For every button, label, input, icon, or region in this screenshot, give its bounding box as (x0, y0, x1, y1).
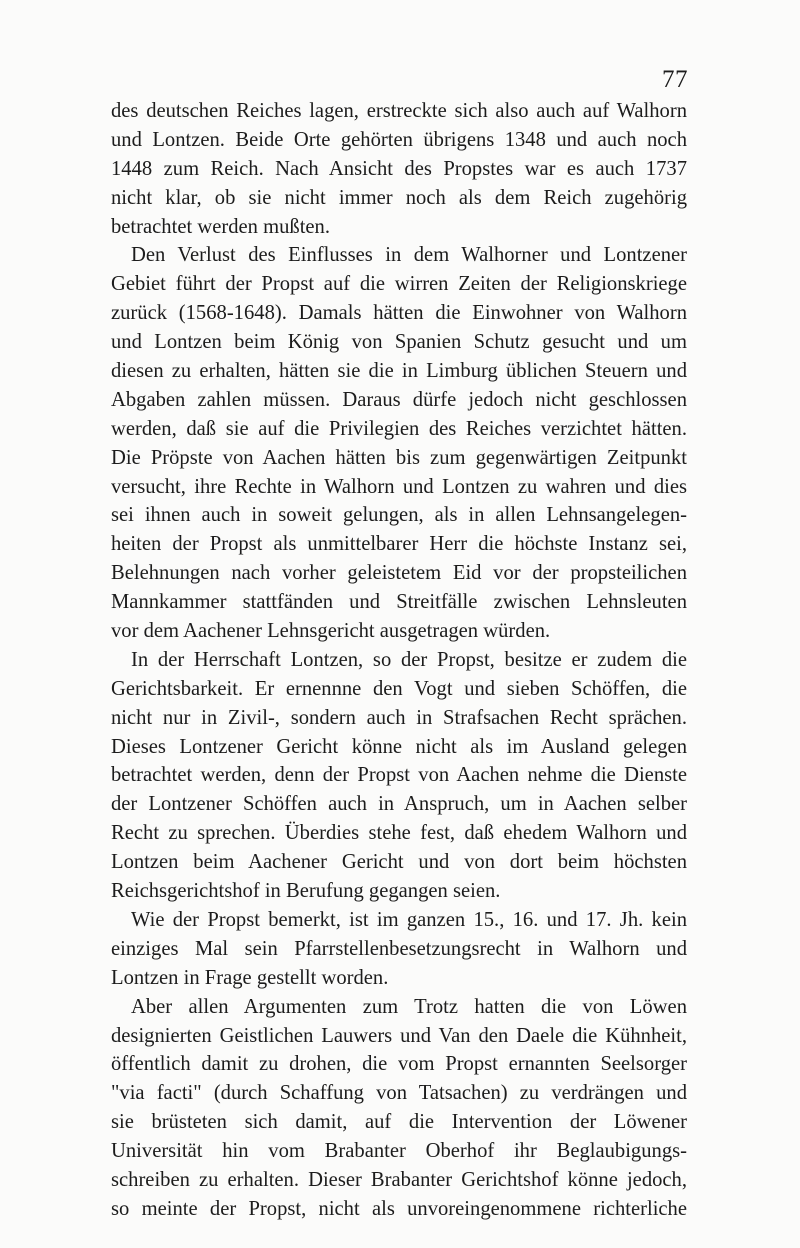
text-line: vor dem Aachener Lehnsgericht ausgetragen würden. (111, 620, 551, 643)
text-line: "via facti" (durch Schaffung von Tatsachen) zu verdrängen und (111, 1082, 687, 1105)
text-line: Recht zu sprechen. Überdies stehe fest, daß ehedem Walhorn und (111, 822, 687, 845)
text-line: öffentlich damit zu drohen, die vom Propst ernannten Seelsorger (111, 1053, 687, 1076)
paragraph (111, 241, 687, 645)
text-line: betrachtet werden mußten. (111, 215, 330, 238)
paragraph (111, 646, 687, 906)
text-line: Wie der Propst bemerkt, ist im ganzen 15., 16. und 17. Jh. kein (131, 908, 687, 931)
text-line: Die Pröpste von Aachen hätten bis zum gegenwärtigen Zeitpunkt (111, 446, 687, 469)
text-line: zurück (1568-1648). Damals hätten die Einwohner von Walhorn (111, 302, 687, 325)
paragraph (111, 906, 687, 993)
text-line: Gerichtsbarkeit. Er ernennne den Vogt und sieben Schöffen, die (111, 677, 687, 700)
text-line: sei ihnen auch in soweit gelungen, als in allen Lehnsangelegen- (111, 504, 687, 527)
page-number: 77 (662, 66, 688, 93)
paragraph (111, 97, 687, 241)
text-line: und Lontzen. Beide Orte gehörten übrigens 1348 und auch noch (111, 128, 687, 151)
text-line: betrachtet werden, denn der Propst von Aachen nehme die Dienste (111, 764, 687, 787)
text-block (111, 97, 687, 1224)
text-line: und Lontzen beim König von Spanien Schutz gesucht und um (111, 331, 687, 354)
text-line: Mannkammer stattfänden und Streitfälle zwischen Lehnsleuten (111, 591, 687, 614)
text-line: Lontzen in Frage gestellt worden. (111, 966, 389, 989)
text-line: Reichsgerichtshof in Berufung gegangen seien. (111, 880, 501, 903)
text-line: Universität hin vom Brabanter Oberhof ihr Beglaubigungs- (111, 1140, 687, 1163)
text-line: Abgaben zahlen müssen. Daraus dürfe jedoch nicht geschlossen (111, 388, 687, 411)
text-line: 1448 zum Reich. Nach Ansicht des Propstes war es auch 1737 (111, 157, 687, 180)
text-line: werden, daß sie auf die Privilegien des Reiches verzichtet hätten. (111, 417, 687, 440)
text-line: Dieses Lontzener Gericht könne nicht als im Ausland gelegen (111, 735, 687, 758)
text-line: Gebiet führt der Propst auf die wirren Zeiten der Religionskriege (111, 273, 687, 296)
text-line: Aber allen Argumenten zum Trotz hatten die von Löwen (131, 995, 687, 1018)
text-line: des deutschen Reiches lagen, erstreckte sich also auch auf Walhorn (111, 100, 687, 122)
text-line: einziges Mal sein Pfarrstellenbesetzungsrecht in Walhorn und (111, 937, 687, 960)
text-line: In der Herrschaft Lontzen, so der Propst, besitze er zudem die (131, 648, 687, 671)
text-line: nicht klar, ob sie nicht immer noch als dem Reich zugehörig (111, 186, 687, 209)
text-line: Lontzen beim Aachener Gericht und von dort beim höchsten (111, 851, 687, 874)
text-line: so meinte der Propst, nicht als unvoreingenommene richterliche (111, 1197, 687, 1220)
text-line: der Lontzener Schöffen auch in Anspruch, um in Aachen selber (111, 793, 687, 816)
text-line: Den Verlust des Einflusses in dem Walhorner und Lontzener (131, 244, 687, 267)
text-line: designierten Geistlichen Lauwers und Van den Daele die Kühnheit, (111, 1024, 687, 1047)
text-line: versucht, ihre Rechte in Walhorn und Lontzen zu wahren und dies (111, 475, 687, 498)
text-line: schreiben zu erhalten. Dieser Brabanter Gerichtshof könne jedoch, (111, 1168, 687, 1191)
text-line: sie brüsteten sich damit, auf die Intervention der Löwener (111, 1111, 687, 1134)
text-line: diesen zu erhalten, hätten sie die in Limburg üblichen Steuern und (111, 360, 687, 383)
text-line: Belehnungen nach vorher geleistetem Eid vor der propsteilichen (111, 562, 687, 585)
paragraph (111, 993, 687, 1224)
text-line: nicht nur in Zivil-, sondern auch in Strafsachen Recht sprächen. (111, 706, 687, 729)
text-line: heiten der Propst als unmittelbarer Herr die höchste Instanz sei, (111, 533, 687, 556)
